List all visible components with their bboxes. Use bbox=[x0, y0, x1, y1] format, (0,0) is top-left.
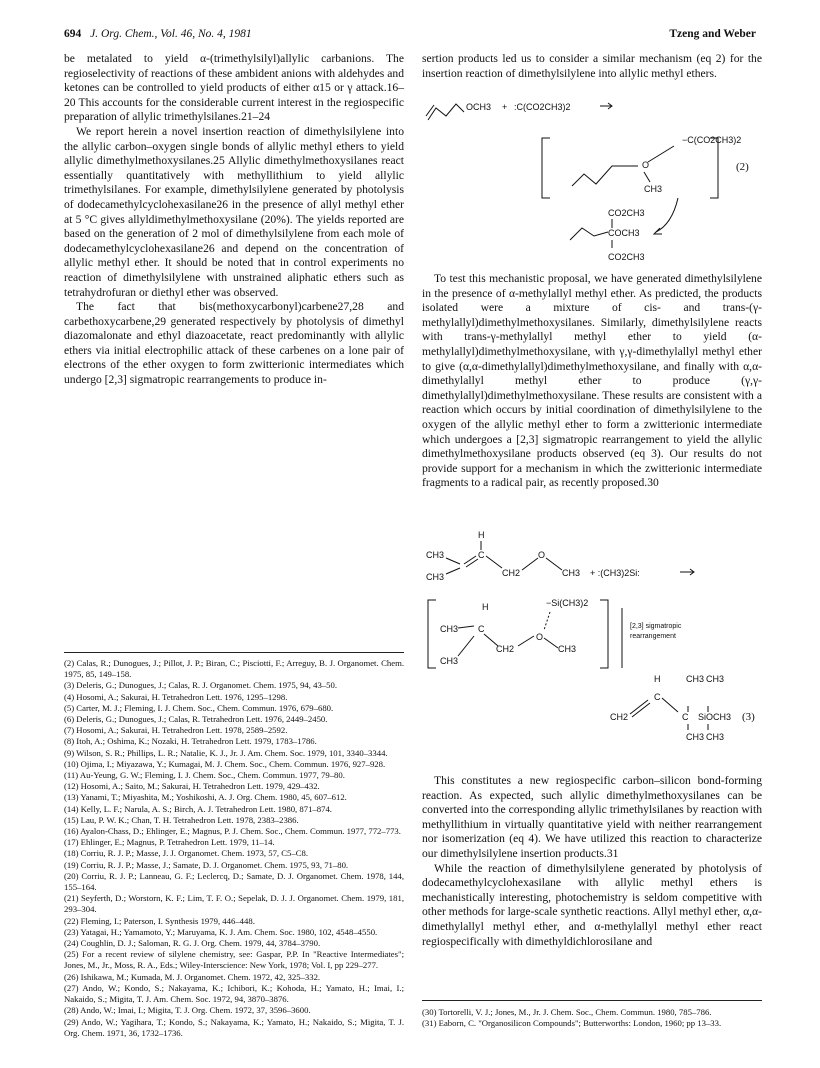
eq3-o: O bbox=[538, 550, 546, 560]
eq3-c: C bbox=[478, 550, 485, 560]
eq3-si-anion: −Si(CH3)2 bbox=[546, 598, 589, 608]
reference: (3) Deleris, G.; Dunogues, J.; Calas, R. J. Organomet. Chem. 1975, 94, 43–50. bbox=[64, 680, 337, 691]
reference: (12) Hosomi, A.; Saito, M.; Sakurai, H. Tetrahedron Lett. 1979, 429–432. bbox=[64, 781, 320, 792]
eq3-prod-c2: C bbox=[682, 712, 689, 722]
reference: (4) Hosomi, A.; Sakurai, H. Tetrahedron Lett. 1976, 1295–1298. bbox=[64, 691, 288, 702]
eq3-rearrangement-label: rearrangement bbox=[630, 633, 676, 640]
reference: (10) Ojima, I.; Miyazawa, Y.; Kumagai, M. J. Chem. Soc., Chem. Commun. 1976, 927–928. bbox=[64, 758, 386, 769]
eq3-interm-ch3-b: CH3 bbox=[440, 656, 459, 666]
reference: (30) Tortorelli, V. J.; Jones, M., Jr. J. Chem. Soc., Chem. Commun. 1980, 785–786. bbox=[422, 1007, 712, 1017]
intermediate-chain bbox=[572, 166, 638, 186]
reference: (22) Fleming, I.; Paterson, I. Synthesis 1979, 446–448. bbox=[64, 915, 255, 926]
eq3-prod-c: C bbox=[654, 692, 661, 702]
eq2-oxonium: O bbox=[642, 160, 650, 170]
reference: (14) Kelly, L. F.; Narula, A. S.; Birch, A. J. Tetrahedron Lett. 1980, 871–874. bbox=[64, 803, 332, 814]
eq3-ch2: CH2 bbox=[502, 568, 521, 578]
eq3-prod-ch3-b1: CH3 bbox=[686, 732, 705, 742]
eq3-bond bbox=[446, 558, 460, 564]
eq2-carbene: :C(CO2CH3)2 bbox=[514, 102, 571, 112]
eq3-bond bbox=[522, 558, 538, 570]
reference: (24) Coughlin, D. J.; Saloman, R. G. J. Org. Chem. 1979, 44, 3784–3790. bbox=[64, 938, 321, 949]
eq3-interm-ch3-a: CH3 bbox=[440, 624, 459, 634]
reference: (15) Lau, P. W. K.; Chan, T. H. Tetrahedron Lett. 1978, 2383–2386. bbox=[64, 814, 299, 825]
eq3-prod-h: H bbox=[654, 674, 661, 684]
eq3-silylene: + :(CH3)2Si: bbox=[590, 568, 640, 578]
o-methyl-bond bbox=[644, 172, 650, 182]
reference: (18) Corriu, R. J. P.; Masse, J. J. Organomet. Chem. 1973, 57, C5–C8. bbox=[64, 848, 309, 859]
references-left bbox=[64, 658, 404, 1039]
body-paragraph: This constitutes a new regiospecific carbon–silicon bond-forming reaction. As expected, such allylic dimethylmethoxysilanes can be converted into the corresponding allylic trimethylsilanes by reaction with methyllithium in virtually quantitative yield with neither rearrangement nor isomerization (eq 4). We have utilized this reaction to characterize our dimethylsilylene insertion products.31 bbox=[422, 774, 762, 860]
body-paragraph: The fact that bis(methoxycarbonyl)carbene27,28 and carbethoxycarbene,29 generated respectively by photolysis of dimethyl diazomalonate and ethyl diazoacetate, react predominantly with allylic ethers via initial electrophilic attack of these carbenes on a lone pair of electrons of the ether oxygen to form zwitterionic intermediates which undergo [2,3] sigmatropic rearrangements to produce in- bbox=[64, 300, 404, 387]
reference: (29) Ando, W.; Yagihara, T.; Kondo, S.; Nakayama, K.; Yamato, H.; Nakaido, S.; Migita, T. J. Org. Chem. 1971, 36, 1732–1736. bbox=[64, 1016, 404, 1038]
footnote-rule bbox=[64, 652, 404, 653]
eq3-prod-ch3-t1: CH3 bbox=[686, 674, 705, 684]
reference: (25) For a recent review of silylene chemistry, see: Gaspar, P.P. In "Reactive Intermediates"; Jones, M., Jr., Moss, R. A., Eds.; Wiley-Interscience: New York, 1978; Vol. I, pp 229–277. bbox=[64, 949, 404, 971]
reference: (16) Ayalon-Chass, D.; Ehlinger, E.; Magnus, P. J. Chem. Soc., Chem. Commun. 1977, 772–773. bbox=[64, 826, 401, 837]
mechanism-arrow bbox=[656, 198, 678, 232]
eq3-interm-o: O bbox=[536, 632, 544, 642]
eq3-ch3-c: CH3 bbox=[562, 568, 581, 578]
eq3-prod-sioch3: SiOCH3 bbox=[698, 712, 732, 722]
eq3-prod-ch3-t2: CH3 bbox=[706, 674, 725, 684]
reference: (2) Calas, R.; Dunogues, J.; Pillot, J. P.; Biran, C.; Pisciotti, F.; Arreguy, B. J. Organomet. Chem. 1975, 85, 149–158. bbox=[64, 658, 404, 680]
reference: (13) Yanami, T.; Miyashita, M.; Yoshikoshi, A. J. Org. Chem. 1980, 45, 607–612. bbox=[64, 792, 347, 803]
reference: (28) Ando, W.; Imai, I.; Migita, T. J. Org. Chem. 1972, 37, 3596–3600. bbox=[64, 1005, 311, 1016]
double-bond-line bbox=[426, 105, 434, 116]
eq3-prod-ch3-b2: CH3 bbox=[706, 732, 725, 742]
eq3-ch3-b: CH3 bbox=[426, 572, 445, 582]
equation-3-scheme bbox=[422, 528, 762, 768]
right-column bbox=[422, 52, 762, 81]
eq3-h: H bbox=[478, 530, 485, 540]
product-bonds bbox=[630, 698, 708, 730]
reference: (31) Eaborn, C. "Organosilicon Compounds"; Butterworths: London, 1960; pp 13–33. bbox=[422, 1018, 722, 1029]
eq2-product-co2ch3-bottom: CO2CH3 bbox=[608, 252, 645, 262]
reference: (23) Yatagai, H.; Yamamoto, Y.; Maruyama, K. J. Am. Chem. Soc. 1980, 102, 4548–4550. bbox=[64, 926, 378, 937]
product-chain bbox=[570, 228, 608, 240]
reference: (27) Ando, W.; Kondo, S.; Nakayama, K.; Ichibori, K.; Kohoda, H.; Yamato, H.; Imai, I.; Nakaido, S.; Migita, T. J. Am. Chem. Soc. 1972, 94, 3870–3876. bbox=[64, 982, 404, 1005]
left-bracket bbox=[542, 138, 550, 198]
running-head-authors: Tzeng and Weber bbox=[669, 28, 756, 40]
right-column-middle bbox=[422, 272, 762, 491]
reference: (26) Ishikawa, M.; Kumada, M. J. Organomet. Chem. 1972, 42, 325–332. bbox=[64, 971, 321, 982]
equation-number-2: (2) bbox=[736, 161, 749, 173]
eq3-interm-h: H bbox=[482, 602, 489, 612]
eq3-interm-ch2: CH2 bbox=[496, 644, 515, 654]
reference: (20) Corriu, R. J. P.; Lanneau, G. F.; Leclercq, D.; Samate, D. J. Organomet. Chem. 1978, 144, 155–164. bbox=[64, 870, 404, 893]
eq2-plus: + bbox=[502, 102, 508, 112]
equation-number-3: (3) bbox=[742, 711, 755, 723]
running-head-left bbox=[64, 28, 252, 40]
eq3-double-bond bbox=[466, 559, 478, 567]
eq3-interm-c: C bbox=[478, 624, 485, 634]
eq2-och3-label: OCH3 bbox=[466, 102, 492, 112]
eq2-product-co2ch3-top: CO2CH3 bbox=[608, 208, 645, 218]
eq2-ylide-carbanion: −C(CO2CH3)2 bbox=[682, 135, 742, 145]
reference: (7) Hosomi, A.; Sakurai, H. Tetrahedron Lett. 1978, 2589–2592. bbox=[64, 725, 288, 736]
body-paragraph: While the reaction of dimethylsilylene generated by photolysis of dodecamethylcyclohexasilane with allylic methyl ethers is mechanistically interesting, photochemistry is seldom competitive with other methods for large-scale synthetic reactions. Allyl methyl ether, α,α-dimethylallyl methyl ether, and α-methylallyl methyl ether react regiospecifically with dimethyldichlorosilane and bbox=[422, 861, 762, 948]
reference: (11) Au-Yeung, G. W.; Fleming, I. J. Chem. Soc., Chem. Commun. 1977, 79–80. bbox=[64, 770, 345, 781]
eq3-sigmatropic-label: [2,3] sigmatropic bbox=[630, 623, 682, 630]
ylide-bond bbox=[648, 146, 674, 162]
body-paragraph: To test this mechanistic proposal, we have generated dimethylsilylene in the presence of α-methylallyl methyl ether. As predicted, the products isolated were a mixture of cis- and trans-(γ-methylallyl)dimethylmethoxysilanes. Similarly, dimethylsilylene reacts with trans-γ-methylallyl methyl ether to yield (α-methylallyl)dimethylmethoxysilane, with γ,γ-dimethylallyl methyl ether to give (α,α-dimethylallyl)dimethylmethoxysilane, and finally with α,α-dimethylallyl methyl ether to produce (γ,γ-dimethylallyl)dimethylmethoxysilane. These results are consistent with a reaction which occurs by initial coordination of dimethylsilylene to the oxygen of the allylic methyl ether to form a zwitterionic intermediate which undergoes a [2,3] sigmatropic rearrangement to yield the allylic dimethylmethoxysilane products observed (eq 3). Our results do not provide support for a mechanism in which the zwitterionic intermediate fragments to a radical pair, as recently proposed.30 bbox=[422, 272, 762, 490]
right-column-lower bbox=[422, 774, 762, 949]
eq2-product-coch3: COCH3 bbox=[608, 228, 640, 238]
eq3-double-bond bbox=[464, 556, 476, 564]
journal-citation: J. Org. Chem., Vol. 46, No. 4, 1981 bbox=[90, 28, 252, 40]
right-bracket bbox=[710, 138, 718, 198]
eq3-bond bbox=[486, 556, 502, 568]
reference: (8) Itoh, A.; Oshima, K.; Nozaki, H. Tetrahedron Lett. 1979, 1783–1786. bbox=[64, 736, 317, 747]
eq3-prod-ch2: CH2 bbox=[610, 712, 629, 722]
body-paragraph: We report herein a novel insertion reaction of dimethylsilylene into the allylic carbon–oxygen single bonds of allylic methyl ethers to yield allylic dimethylmethoxysilanes.25 Allylic dimethylmethoxysilanes react essentially quantitatively with methyllithium to yield allylic trimethylsilanes. For example, dimethylsilylene generated by photolysis of dodecamethylcyclohexasilane26 in the presence of allyl methyl ether at 5 °C gives allyldimethylmethoxysilane (20%). The yields reported are based on the generation of 2 mol of dimethylsilylene from each mole of dodecamethylcyclohexasilane26 and depend on the concentration of allylic methyl ether. It should be noted that in control experiments no reaction of dimethylsilylene with unstrained aliphatic ethers such as tetrahydrofuran or diethyl ether was observed. bbox=[64, 124, 404, 299]
reference: (21) Seyferth, D.; Worstorn, K. F.; Lim, T. F. O.; Sepelak, D. J. J. Organomet. Chem. 1979, 181, 293–304. bbox=[64, 893, 404, 915]
eq3-ch3-a: CH3 bbox=[426, 550, 445, 560]
page-number: 694 bbox=[64, 28, 82, 40]
reference: (5) Carter, M. J.; Fleming, I. J. Chem. Soc., Chem. Commun. 1976, 679–680. bbox=[64, 702, 334, 713]
reference: (17) Ehlinger, E.; Magnus, P. Tetrahedron Lett. 1979, 11–14. bbox=[64, 837, 275, 848]
eq2-ch3: CH3 bbox=[644, 184, 663, 194]
left-bracket bbox=[428, 600, 436, 668]
left-column bbox=[64, 52, 404, 388]
references-right bbox=[422, 1000, 762, 1029]
equation-2-scheme bbox=[422, 98, 762, 268]
reference: (6) Deleris, G.; Dunogues, J.; Calas, R. Tetrahedron Lett. 1976, 2449–2450. bbox=[64, 714, 328, 725]
body-paragraph: sertion products led us to consider a similar mechanism (eq 2) for the insertion reaction of dimethylsilylene into allylic methyl ethers. bbox=[422, 52, 762, 80]
body-paragraph: be metalated to yield α-(trimethylsilyl)allylic carbanions. The regioselectivity of reactions of these ambident anions with aldehydes and ketones can be controlled to yield products of either α15 or γ attack.16–20 This accounts for the considerable current interest in the regiospecific preparation of allylic trimethylsilanes.21–24 bbox=[64, 52, 404, 124]
eq3-bond bbox=[546, 558, 562, 570]
si-o-bond bbox=[544, 612, 550, 630]
eq3-bond bbox=[446, 568, 460, 574]
eq3-interm-ch3-c: CH3 bbox=[558, 644, 577, 654]
reference: (19) Corriu, R. J. P.; Masse, J.; Samate, D. J. Organomet. Chem. 1975, 93, 71–80. bbox=[64, 859, 349, 870]
reference: (9) Wilson, S. R.; Phillips, L. R.; Natalie, K. J., Jr. J. Am. Chem. Soc. 1979, 101, 3340–3344. bbox=[64, 747, 388, 758]
right-bracket bbox=[600, 600, 608, 668]
